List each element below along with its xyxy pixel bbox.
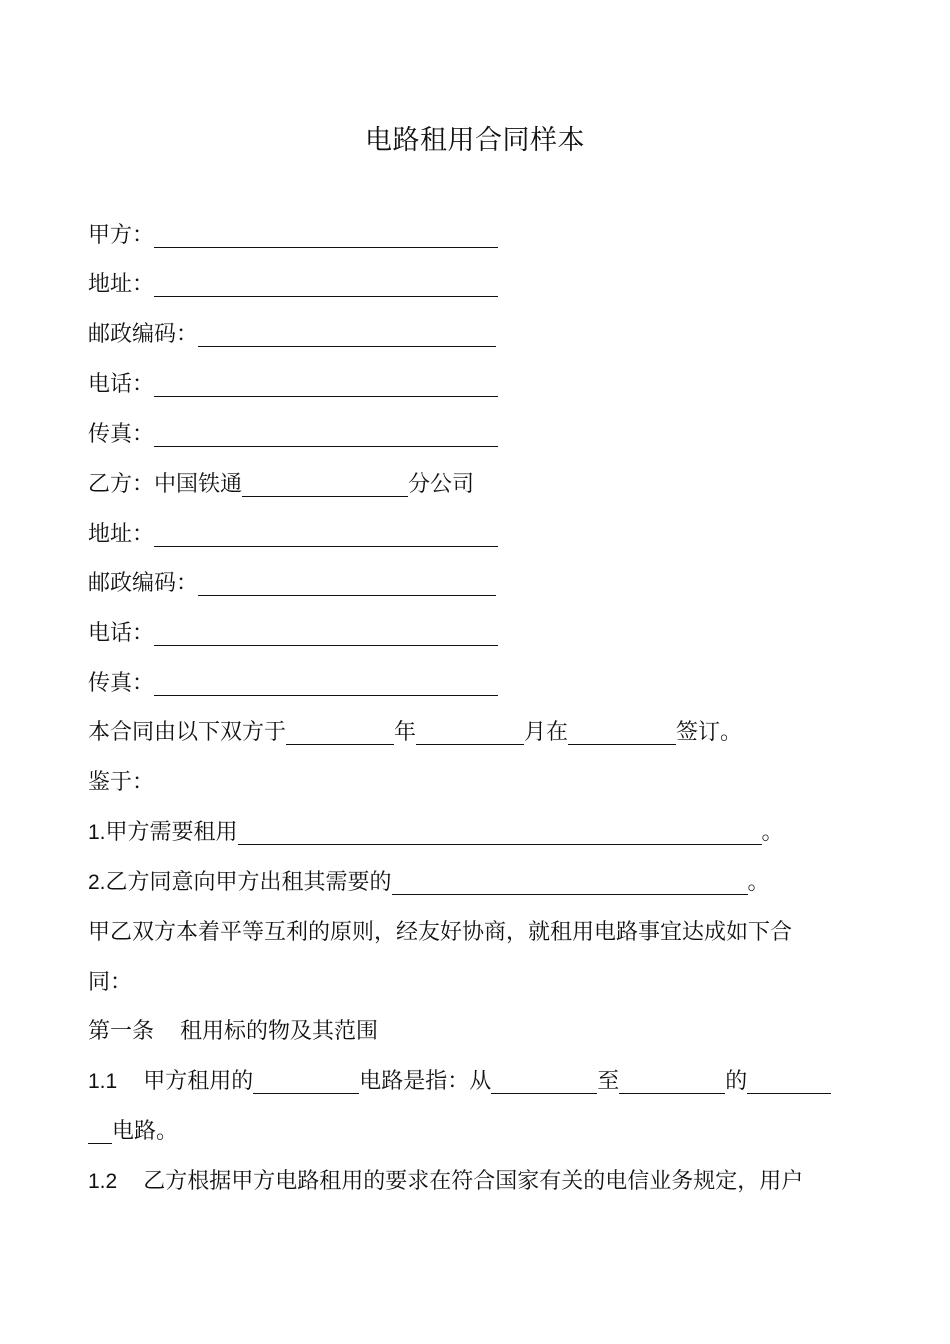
party-a-postcode-label: 邮政编码： xyxy=(88,322,199,347)
party-b-fax-blank[interactable] xyxy=(154,669,498,696)
clause-1-1-text-a: 甲方租用的 xyxy=(143,1069,254,1094)
party-a-phone-label: 电话： xyxy=(88,372,155,397)
party-a-postcode-line xyxy=(88,318,496,352)
clause-1-1-line-2 xyxy=(88,1115,178,1149)
whereas-item-1 xyxy=(88,816,784,850)
document-title: 电路租用合同样本 xyxy=(365,125,585,156)
agreement-text-2: 同： xyxy=(88,970,133,995)
whereas-item-2-blank[interactable] xyxy=(392,868,748,895)
clause-1-1-end: 电路。 xyxy=(112,1119,179,1144)
article-1-number: 第一条 xyxy=(88,1019,155,1044)
signing-prefix: 本合同由以下双方于 xyxy=(88,720,287,745)
article-1-title: 租用标的物及其范围 xyxy=(180,1019,379,1044)
clause-1-1-text-b: 电路是指：从 xyxy=(359,1069,492,1094)
party-a-fax-label: 传真： xyxy=(88,422,155,447)
signing-month-blank[interactable] xyxy=(416,718,524,745)
signing-place-blank[interactable] xyxy=(568,718,676,745)
clause-1-2-number: 1.2 xyxy=(88,1170,118,1193)
whereas-item-1-number: 1. xyxy=(88,821,106,844)
clause-1-1-from-blank[interactable] xyxy=(491,1067,597,1094)
agreement-paragraph-line-2 xyxy=(88,966,132,1000)
whereas-item-1-text: 甲方需要租用 xyxy=(105,820,238,845)
party-a-address-line xyxy=(88,268,498,302)
whereas-item-2-number: 2. xyxy=(88,871,106,894)
party-b-postcode-blank[interactable] xyxy=(198,569,496,596)
whereas-heading-text: 鉴于： xyxy=(88,770,155,795)
clause-1-1-line-1 xyxy=(88,1065,831,1099)
party-b-address-line xyxy=(88,518,498,552)
party-b-fax-line xyxy=(88,667,498,701)
whereas-item-1-end: 。 xyxy=(761,820,784,845)
clause-1-1-to-blank[interactable] xyxy=(619,1067,725,1094)
party-b-address-blank[interactable] xyxy=(154,520,498,547)
whereas-item-2-end: 。 xyxy=(747,870,770,895)
party-b-name-line xyxy=(88,468,474,502)
party-a-address-label: 地址： xyxy=(88,272,155,297)
signing-suffix: 签订。 xyxy=(676,720,743,745)
party-b-phone-label: 电话： xyxy=(88,621,155,646)
signing-year-blank[interactable] xyxy=(286,718,394,745)
clause-1-1-text-d: 的 xyxy=(725,1069,748,1094)
party-a-fax-line xyxy=(88,418,498,452)
party-a-address-blank[interactable] xyxy=(154,270,498,297)
party-b-fax-label: 传真： xyxy=(88,671,155,696)
clause-1-2-text: 乙方根据甲方电路租用的要求在符合国家有关的电信业务规定，用户 xyxy=(143,1169,804,1194)
party-b-label: 乙方： xyxy=(88,472,155,497)
party-a-phone-line xyxy=(88,368,498,402)
party-b-phone-line xyxy=(88,617,498,651)
party-b-branch-blank[interactable] xyxy=(242,470,408,497)
whereas-heading xyxy=(88,766,154,800)
signing-line xyxy=(88,716,742,750)
signing-month-label: 月在 xyxy=(524,720,569,745)
party-a-phone-blank[interactable] xyxy=(154,370,498,397)
party-b-phone-blank[interactable] xyxy=(154,619,498,646)
party-b-address-label: 地址： xyxy=(88,522,155,547)
clause-1-1-text-c: 至 xyxy=(597,1069,620,1094)
party-a-fax-blank[interactable] xyxy=(154,420,498,447)
party-a-name-line xyxy=(88,219,498,253)
signing-year-label: 年 xyxy=(394,720,417,745)
clause-1-1-number: 1.1 xyxy=(88,1070,118,1093)
party-b-name-prefix: 中国铁通 xyxy=(154,472,243,497)
agreement-text-1: 甲乙双方本着平等互利的原则，经友好协商，就租用电路事宜达成如下合 xyxy=(88,920,793,945)
party-a-postcode-blank[interactable] xyxy=(198,320,496,347)
whereas-item-1-blank[interactable] xyxy=(238,818,762,845)
article-1-heading xyxy=(88,1015,378,1049)
clause-1-1-circuit-type-blank[interactable] xyxy=(253,1067,359,1094)
party-a-name-blank[interactable] xyxy=(154,221,498,248)
party-b-name-suffix: 分公司 xyxy=(408,472,475,497)
whereas-item-2 xyxy=(88,866,770,900)
clause-1-1-spec-blank-cont[interactable] xyxy=(88,1117,112,1144)
party-b-postcode-line xyxy=(88,567,496,601)
whereas-item-2-text: 乙方同意向甲方出租其需要的 xyxy=(105,870,392,895)
party-a-label: 甲方： xyxy=(88,223,155,248)
agreement-paragraph-line-1 xyxy=(88,916,792,950)
party-b-postcode-label: 邮政编码： xyxy=(88,571,199,596)
clause-1-1-spec-blank[interactable] xyxy=(747,1067,831,1094)
clause-1-2-line-1 xyxy=(88,1165,803,1199)
